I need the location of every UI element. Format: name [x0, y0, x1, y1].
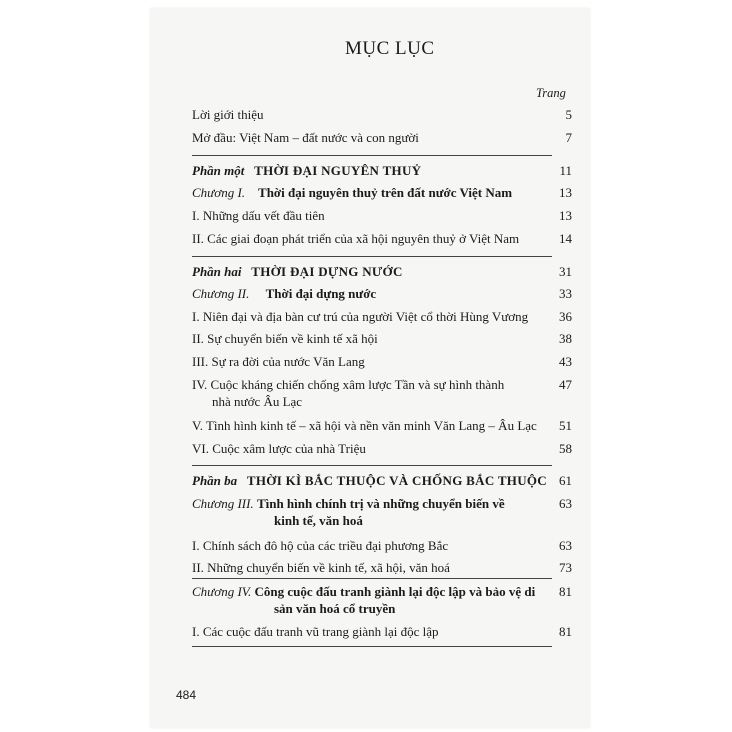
part-title: THỜI KÌ BẮC THUỘC VÀ CHỐNG BẮC THUỘC: [246, 473, 548, 488]
section-divider: [192, 155, 552, 156]
page-column-header: Trang: [536, 86, 566, 100]
toc-entry-text: III. Sự ra đời của nước Văn Lang: [192, 354, 365, 369]
chapter-label: Chương IV.: [192, 584, 252, 599]
chapter-label: Chương II.: [192, 286, 250, 301]
toc-page-number: 13: [559, 208, 572, 223]
page-number-footer: 484: [176, 688, 197, 702]
part-label: Phần một: [192, 163, 245, 178]
toc-page-number: 47: [559, 377, 572, 392]
toc-page-number: 5: [565, 107, 572, 122]
toc-part-heading: [192, 473, 547, 489]
toc-chapter-heading: [192, 286, 537, 302]
toc-page-number: 7: [565, 130, 572, 145]
toc-entry-text: I. Chính sách đô hộ của các triều đại phương Bắc: [192, 538, 449, 553]
toc-entry-text: I. Niên đại và địa bàn cư trú của người Việt cổ thời Hùng Vương: [192, 309, 529, 324]
chapter-label: Chương III.: [192, 496, 254, 511]
toc-entry-text: IV. Cuộc kháng chiến chống xâm lược Tần và sự hình thành: [192, 377, 505, 392]
toc-chapter-heading: [192, 185, 537, 201]
toc-chapter-heading: [192, 496, 547, 512]
part-label: Phần hai: [192, 264, 242, 279]
section-divider: [192, 578, 552, 579]
toc-entry-text: Lời giới thiệu: [192, 107, 264, 122]
toc-chapter-heading: [192, 584, 547, 600]
toc-page-number: 43: [559, 354, 572, 369]
toc-page-number: 63: [559, 496, 572, 511]
toc-page-number: 11: [559, 163, 572, 178]
toc-page-number: 33: [559, 286, 572, 301]
part-title: THỜI ĐẠI NGUYÊN THUỶ: [254, 163, 422, 178]
toc-page-number: 14: [559, 231, 572, 246]
toc-page-number: 36: [559, 309, 572, 324]
toc-page-number: 61: [559, 473, 572, 488]
toc-entry-text: II. Sự chuyển biến về kinh tế xã hội: [192, 331, 378, 346]
section-divider: [192, 256, 552, 257]
toc-entry-text-continued: nhà nước Âu Lạc: [212, 394, 303, 409]
section-divider: [192, 465, 552, 466]
toc-part-heading: [192, 163, 537, 179]
toc-page-number: 73: [559, 560, 572, 575]
chapter-title: Công cuộc đấu tranh giành lại độc lập và bảo vệ di: [254, 584, 536, 599]
toc-page-number: 58: [559, 441, 572, 456]
toc-page-number: 38: [559, 331, 572, 346]
part-label: Phần ba: [192, 473, 238, 488]
toc-entry-text: VI. Cuộc xâm lược của nhà Triệu: [192, 441, 366, 456]
toc-page-number: 81: [559, 584, 572, 599]
toc-page-number: 63: [559, 538, 572, 553]
toc-entry-text: II. Các giai đoạn phát triển của xã hội nguyên thuỷ ở Việt Nam: [192, 231, 520, 246]
toc-entry-text: I. Các cuộc đấu tranh vũ trang giành lại độc lập: [192, 624, 439, 639]
toc-page-number: 81: [559, 624, 572, 639]
toc-entry-text: II. Những chuyển biến về kinh tế, xã hội, văn hoá: [192, 560, 450, 575]
toc-page-number: 51: [559, 418, 572, 433]
toc-entry-text: Mở đầu: Việt Nam – đất nước và con người: [192, 130, 419, 145]
chapter-label: Chương I.: [192, 185, 246, 200]
part-title: THỜI ĐẠI DỰNG NƯỚC: [251, 264, 403, 279]
chapter-title-continued: sản văn hoá cổ truyền: [274, 601, 396, 616]
toc-page-number: 13: [559, 185, 572, 200]
toc-entry-text: V. Tình hình kinh tế – xã hội và nền văn minh Văn Lang – Âu Lạc: [192, 418, 537, 433]
table-of-contents: [192, 0, 572, 732]
toc-entry-text: I. Những dấu vết đầu tiên: [192, 208, 325, 223]
toc-part-heading: [192, 264, 537, 280]
chapter-title: Thời đại dựng nước: [265, 286, 377, 301]
chapter-title-continued: kinh tế, văn hoá: [274, 513, 363, 528]
section-divider: [192, 646, 552, 647]
toc-page-number: 31: [559, 264, 572, 279]
chapter-title: Thời đại nguyên thuỷ trên đất nước Việt Nam: [258, 185, 513, 200]
page-title: MỤC LỤC: [345, 38, 435, 59]
chapter-title: Tình hình chính trị và những chuyển biến về: [256, 496, 505, 511]
